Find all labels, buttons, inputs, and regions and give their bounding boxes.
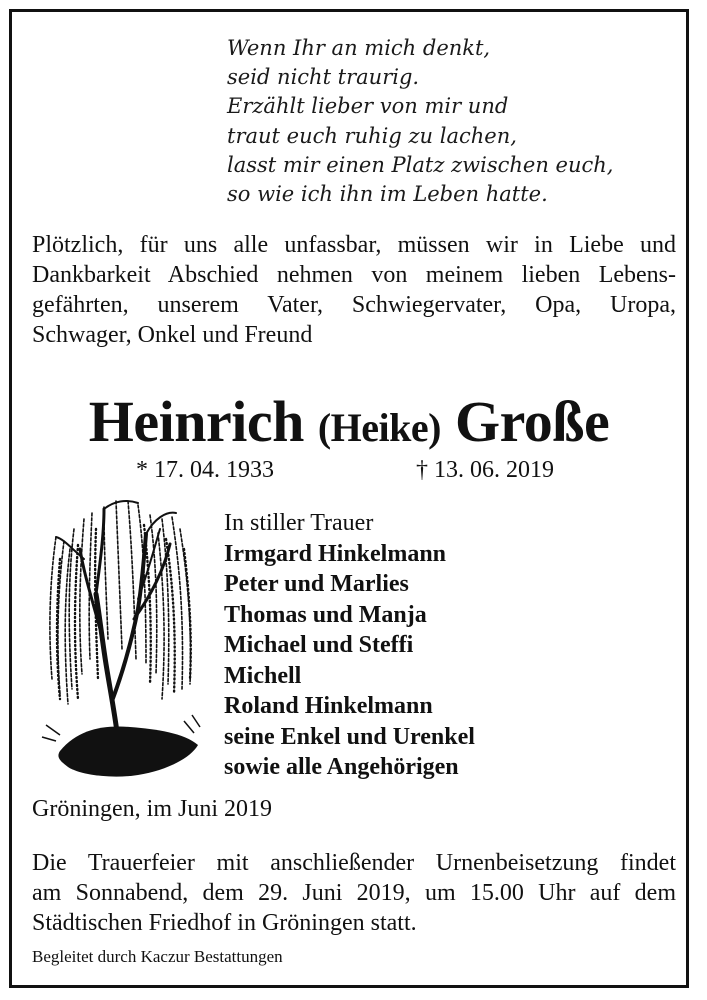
ceremony-info	[32, 848, 676, 938]
birth-date: * 17. 04. 1933	[136, 457, 274, 483]
undertaker-credit: Begleitet durch Kaczur Bestattungen	[32, 947, 283, 966]
poem-line: traut euch ruhig zu lachen,	[227, 123, 517, 148]
mourner-name: Michell	[224, 662, 302, 689]
mourner-name: seine Enkel und Urenkel	[224, 723, 475, 750]
intro-line: Schwager, Onkel und Freund	[32, 322, 313, 348]
ceremony-line: am Sonnabend, dem 29. Juni 2019, um 15.00 Uhr auf dem	[32, 880, 676, 906]
last-name: Große	[454, 389, 610, 454]
mourning-lead: In stiller Trauer	[224, 510, 374, 536]
poem-line: Erzählt lieber von mir und	[227, 94, 509, 119]
obituary-card	[9, 9, 689, 988]
intro-text	[32, 230, 676, 350]
mourner-name: Irmgard Hinkelmann	[224, 540, 447, 567]
mourner-name: Roland Hinkelmann	[224, 693, 433, 719]
poem-line: lasst mir einen Platz zwischen euch,	[227, 152, 614, 177]
first-name: Heinrich	[88, 389, 304, 454]
ceremony-line: Die Trauerfeier mit anschließender Urnenbeisetzung findet	[32, 850, 676, 876]
death-date: † 13. 06. 2019	[416, 457, 554, 483]
place-date: Gröningen, im Juni 2019	[32, 796, 272, 822]
mourners-list	[224, 508, 674, 783]
deceased-name	[12, 386, 686, 464]
mourner-name: sowie alle Angehörigen	[224, 754, 459, 780]
mourner-name: Thomas und Manja	[224, 601, 427, 628]
mourner-name: Peter und Marlies	[224, 571, 409, 597]
mourner-name: Michael und Steffi	[224, 632, 414, 658]
poem-line: Wenn Ihr an mich denkt,	[227, 36, 491, 60]
poem	[227, 34, 677, 209]
poem-line: so wie ich ihn im Leben hatte.	[227, 182, 548, 207]
weeping-willow-icon	[34, 489, 202, 783]
intro-line: Plötzlich, für uns alle unfassbar, müssen wir in Liebe und	[32, 232, 676, 258]
poem-line: seid nicht traurig.	[227, 65, 420, 90]
ceremony-line: Städtischen Friedhof in Gröningen statt.	[32, 910, 417, 936]
intro-line: Dankbarkeit Abschied nehmen von meinem lieben Lebens-	[32, 262, 676, 288]
intro-line: gefährten, unserem Vater, Schwiegervater, Opa, Uropa,	[32, 292, 676, 318]
nickname: (Heike)	[317, 405, 441, 450]
